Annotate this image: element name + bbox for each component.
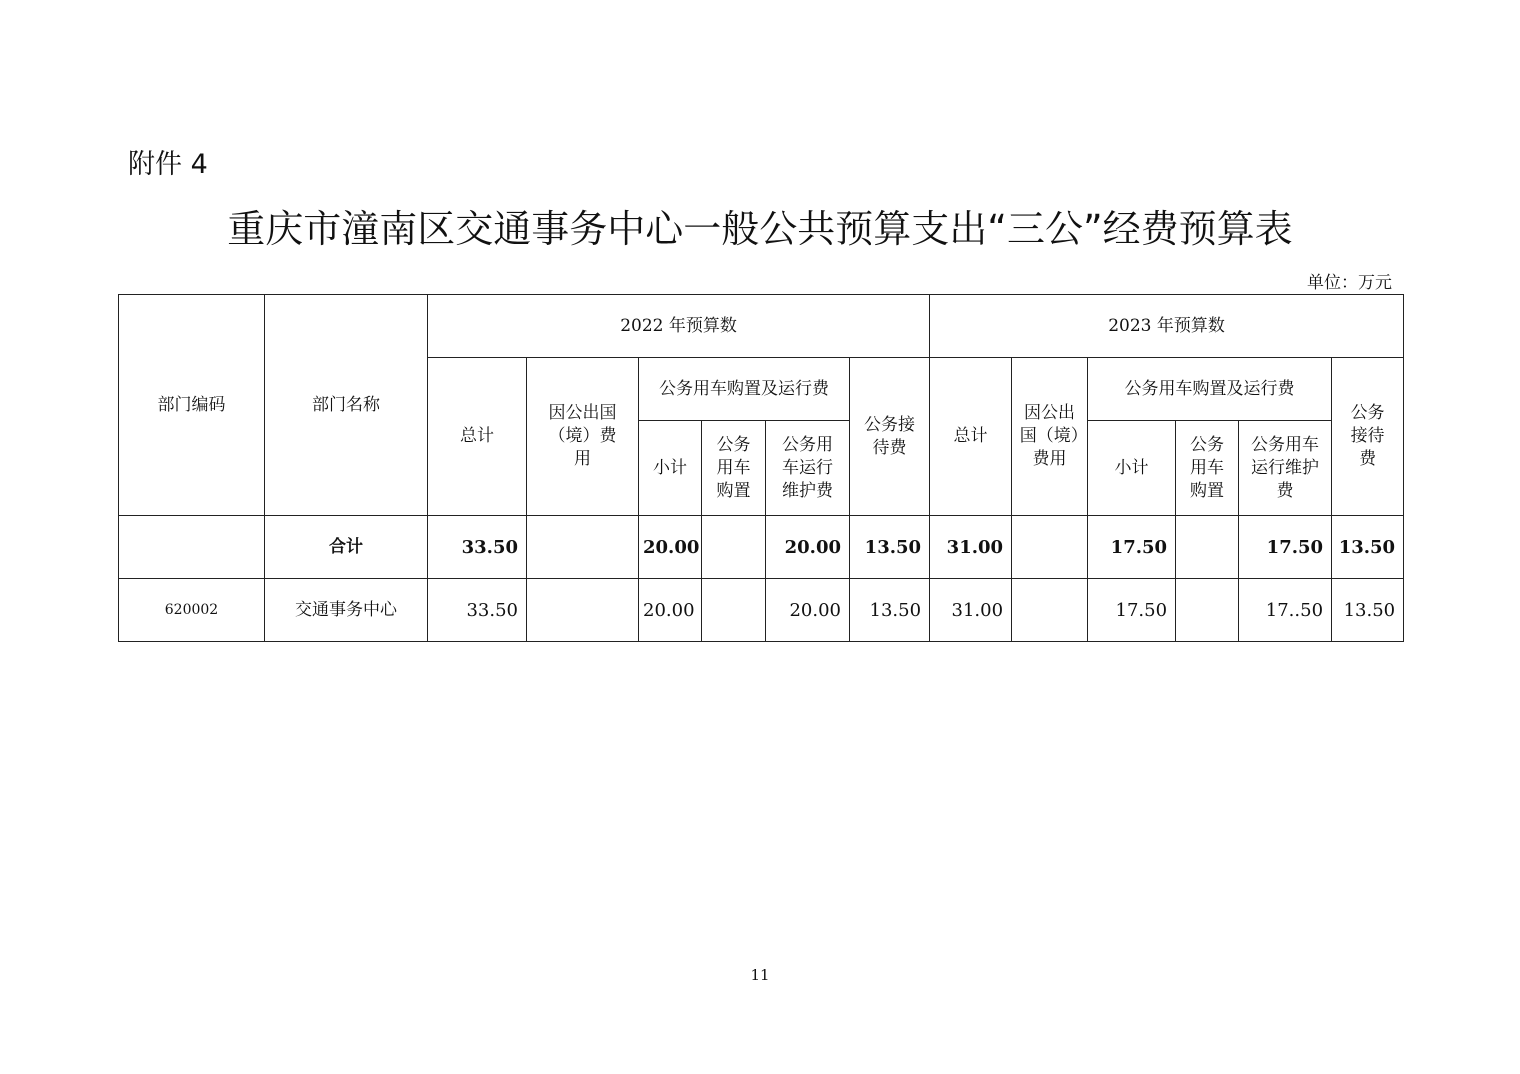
cell-reception-2023: 13.50 [1332,516,1404,579]
header-2023-budget: 2023 年预算数 [930,295,1404,358]
cell-abroad-2022 [527,579,639,642]
header-dept-code: 部门编码 [119,295,265,516]
cell-total-2023: 31.00 [930,579,1012,642]
header-vehicle-maint-2022: 公务用车运行维护费 [766,421,850,516]
header-vehicle-group-2023: 公务用车购置及运行费 [1088,358,1332,421]
cell-reception-2022: 13.50 [850,579,930,642]
budget-table [118,294,1404,642]
cell-maint-2022: 20.00 [766,579,850,642]
cell-total-2022: 33.50 [428,579,527,642]
document-title: 重庆市潼南区交通事务中心一般公共预算支出“三公”经费预算表 [227,207,1293,251]
header-vehicle-purchase-2023: 公务用车购置 [1176,421,1239,516]
cell-total-2022: 33.50 [428,516,527,579]
header-total-2023: 总计 [930,358,1012,516]
cell-reception-2023: 13.50 [1332,579,1404,642]
cell-name: 交通事务中心 [265,579,428,642]
header-vehicle-purchase-2022: 公务用车购置 [702,421,766,516]
header-row-1 [119,295,1404,358]
cell-code: 620002 [119,579,265,642]
header-abroad-2023: 因公出国（境）费用 [1012,358,1088,516]
header-reception-2023: 公务接待费 [1332,358,1404,516]
cell-code [119,516,265,579]
cell-maint-2023: 17..50 [1239,579,1332,642]
cell-total-2023: 31.00 [930,516,1012,579]
page-number: 11 [750,966,770,984]
cell-maint-2022: 20.00 [766,516,850,579]
cell-reception-2022: 13.50 [850,516,930,579]
header-2022-budget: 2022 年预算数 [428,295,930,358]
attachment-label: 附件 4 [128,149,208,180]
cell-abroad-2023 [1012,516,1088,579]
cell-abroad-2022 [527,516,639,579]
cell-abroad-2023 [1012,579,1088,642]
cell-purchase-2022 [702,579,766,642]
header-abroad-2022: 因公出国（境）费用 [527,358,639,516]
header-vehicle-group-2022: 公务用车购置及运行费 [639,358,850,421]
table-row-dept [119,579,1404,642]
cell-subtotal-2023: 17.50 [1088,516,1176,579]
cell-name: 合计 [265,516,428,579]
header-vehicle-maint-2023: 公务用车运行维护费 [1239,421,1332,516]
cell-subtotal-2022: 20.00 [639,516,702,579]
unit-label: 单位：万元 [1307,273,1392,293]
header-subtotal-2023: 小计 [1088,421,1176,516]
cell-purchase-2023 [1176,579,1239,642]
header-total-2022: 总计 [428,358,527,516]
header-subtotal-2022: 小计 [639,421,702,516]
header-reception-2022: 公务接待费 [850,358,930,516]
cell-maint-2023: 17.50 [1239,516,1332,579]
header-dept-name: 部门名称 [265,295,428,516]
table-row-total [119,516,1404,579]
cell-subtotal-2022: 20.00 [639,579,702,642]
cell-purchase-2023 [1176,516,1239,579]
cell-purchase-2022 [702,516,766,579]
cell-subtotal-2023: 17.50 [1088,579,1176,642]
